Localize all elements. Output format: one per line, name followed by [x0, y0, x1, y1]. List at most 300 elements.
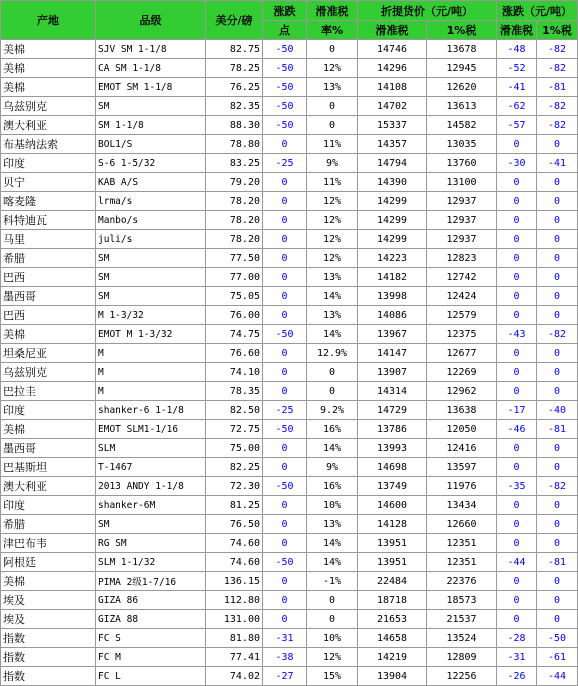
cell-grade: M: [96, 382, 206, 401]
cell-converted-slide: 13904: [358, 667, 427, 686]
table-body: [1, 40, 578, 686]
cell-converted-1pct: 12937: [427, 192, 497, 211]
cell-price: 78.80: [206, 135, 263, 154]
cell-converted-1pct: 12937: [427, 211, 497, 230]
cell-change-slide: 0: [497, 192, 537, 211]
cell-tariff-rate: 12%: [307, 230, 358, 249]
cell-grade: SM: [96, 249, 206, 268]
cell-tariff-rate: 13%: [307, 268, 358, 287]
cell-change-1pct: 0: [537, 439, 578, 458]
cell-change-slide: 0: [497, 439, 537, 458]
cell-grade: Manbo/s: [96, 211, 206, 230]
cell-price: 74.02: [206, 667, 263, 686]
table-row: [1, 648, 578, 667]
cell-change-slide: -28: [497, 629, 537, 648]
cell-origin: 指数: [1, 648, 96, 667]
cell-change-slide: 0: [497, 591, 537, 610]
cell-change-slide: 0: [497, 230, 537, 249]
cell-change-slide: 0: [497, 287, 537, 306]
cell-change-1pct: -82: [537, 325, 578, 344]
cell-converted-1pct: 12424: [427, 287, 497, 306]
cell-change-1pct: -81: [537, 420, 578, 439]
cell-price: 74.60: [206, 534, 263, 553]
cell-change: 0: [263, 211, 307, 230]
cell-tariff-rate: 13%: [307, 515, 358, 534]
cell-change-1pct: -41: [537, 154, 578, 173]
table-row: [1, 496, 578, 515]
cell-change-slide: -44: [497, 553, 537, 572]
cell-converted-1pct: 18573: [427, 591, 497, 610]
cell-grade: shanker-6 1-1/8: [96, 401, 206, 420]
table-row: [1, 401, 578, 420]
cell-change-slide: 0: [497, 534, 537, 553]
cell-change-slide: 0: [497, 268, 537, 287]
cell-grade: GIZA 86: [96, 591, 206, 610]
cell-converted-1pct: 12351: [427, 534, 497, 553]
table-row: [1, 40, 578, 59]
cell-change: 0: [263, 363, 307, 382]
cell-change: 0: [263, 610, 307, 629]
cell-origin: 坦桑尼亚: [1, 344, 96, 363]
cell-price: 75.05: [206, 287, 263, 306]
cell-change: -25: [263, 401, 307, 420]
header-change-unit: 点: [263, 21, 307, 40]
cell-converted-1pct: 12823: [427, 249, 497, 268]
table-row: [1, 230, 578, 249]
cell-origin: 巴基斯坦: [1, 458, 96, 477]
cell-price: 78.20: [206, 230, 263, 249]
header-converted-1pct: 1%税: [427, 21, 497, 40]
cell-change-1pct: 0: [537, 363, 578, 382]
cell-origin: 希腊: [1, 249, 96, 268]
cell-change-1pct: 0: [537, 382, 578, 401]
cell-converted-slide: 21653: [358, 610, 427, 629]
cell-grade: SM: [96, 287, 206, 306]
cell-price: 74.60: [206, 553, 263, 572]
cell-change-slide: 0: [497, 458, 537, 477]
cell-change: 0: [263, 458, 307, 477]
cell-origin: 乌兹别克: [1, 363, 96, 382]
cell-price: 82.50: [206, 401, 263, 420]
cell-change: 0: [263, 515, 307, 534]
cell-change-1pct: 0: [537, 249, 578, 268]
cell-change: 0: [263, 173, 307, 192]
cell-change-1pct: -81: [537, 78, 578, 97]
cell-grade: FC L: [96, 667, 206, 686]
cell-grade: SM: [96, 268, 206, 287]
cell-tariff-rate: 0: [307, 591, 358, 610]
cell-change-1pct: -44: [537, 667, 578, 686]
cell-grade: FC S: [96, 629, 206, 648]
header-grade: 品级: [96, 1, 206, 40]
cell-change: 0: [263, 496, 307, 515]
cell-tariff-rate: 12%: [307, 59, 358, 78]
cell-change-1pct: -40: [537, 401, 578, 420]
cell-price: 77.50: [206, 249, 263, 268]
cell-change: 0: [263, 572, 307, 591]
cell-converted-slide: 14296: [358, 59, 427, 78]
cell-grade: M: [96, 363, 206, 382]
cell-price: 88.30: [206, 116, 263, 135]
cell-converted-slide: 13749: [358, 477, 427, 496]
cell-change-slide: -46: [497, 420, 537, 439]
cell-change: -38: [263, 648, 307, 667]
cell-change-slide: 0: [497, 249, 537, 268]
cell-converted-slide: 15337: [358, 116, 427, 135]
cell-tariff-rate: 10%: [307, 496, 358, 515]
cell-change: -31: [263, 629, 307, 648]
cell-converted-1pct: 13613: [427, 97, 497, 116]
cell-change: 0: [263, 287, 307, 306]
cell-change: -27: [263, 667, 307, 686]
cell-converted-slide: 14299: [358, 211, 427, 230]
cell-price: 82.75: [206, 40, 263, 59]
cell-tariff-rate: 16%: [307, 420, 358, 439]
cell-tariff-rate: 9%: [307, 458, 358, 477]
table-row: [1, 477, 578, 496]
table-row: [1, 192, 578, 211]
cell-converted-1pct: 21537: [427, 610, 497, 629]
cell-change-1pct: 0: [537, 610, 578, 629]
cell-grade: SLM: [96, 439, 206, 458]
cell-origin: 喀麦隆: [1, 192, 96, 211]
cell-converted-slide: 14658: [358, 629, 427, 648]
cell-converted-slide: 14299: [358, 192, 427, 211]
cell-change-slide: 0: [497, 496, 537, 515]
header-change-slide: 滑准税: [497, 21, 537, 40]
cell-tariff-rate: 12%: [307, 648, 358, 667]
cell-grade: M 1-3/32: [96, 306, 206, 325]
cell-converted-1pct: 12050: [427, 420, 497, 439]
cell-converted-1pct: 12351: [427, 553, 497, 572]
cell-tariff-rate: 14%: [307, 553, 358, 572]
cell-converted-1pct: 12937: [427, 230, 497, 249]
cell-origin: 印度: [1, 401, 96, 420]
cell-change-1pct: -61: [537, 648, 578, 667]
cell-change-1pct: -82: [537, 116, 578, 135]
cell-change-slide: 0: [497, 135, 537, 154]
cell-change-1pct: 0: [537, 591, 578, 610]
cell-change-1pct: -50: [537, 629, 578, 648]
cell-converted-slide: 14698: [358, 458, 427, 477]
table-row: [1, 97, 578, 116]
cell-origin: 埃及: [1, 610, 96, 629]
cell-converted-slide: 22484: [358, 572, 427, 591]
cell-grade: SM: [96, 97, 206, 116]
cell-grade: BOL1/S: [96, 135, 206, 154]
cell-origin: 马里: [1, 230, 96, 249]
cell-change-slide: -30: [497, 154, 537, 173]
cell-grade: GIZA 88: [96, 610, 206, 629]
table-row: [1, 591, 578, 610]
cell-origin: 巴西: [1, 268, 96, 287]
cell-grade: SM 1-1/8: [96, 116, 206, 135]
cell-origin: 乌兹别克: [1, 97, 96, 116]
cell-grade: S-6 1-5/32: [96, 154, 206, 173]
cell-grade: SM: [96, 515, 206, 534]
table-row: [1, 287, 578, 306]
cell-change-slide: 0: [497, 363, 537, 382]
cell-converted-1pct: 13678: [427, 40, 497, 59]
cell-origin: 津巴布韦: [1, 534, 96, 553]
cell-change-slide: 0: [497, 610, 537, 629]
table-row: [1, 420, 578, 439]
cell-origin: 美棉: [1, 572, 96, 591]
cell-origin: 希腊: [1, 515, 96, 534]
cell-change-slide: 0: [497, 515, 537, 534]
cell-converted-1pct: 12416: [427, 439, 497, 458]
cell-change: -50: [263, 420, 307, 439]
cell-converted-slide: 14600: [358, 496, 427, 515]
cell-change: 0: [263, 439, 307, 458]
cell-grade: KAB A/S: [96, 173, 206, 192]
cell-tariff-rate: 10%: [307, 629, 358, 648]
cell-converted-slide: 13951: [358, 553, 427, 572]
cell-converted-slide: 13998: [358, 287, 427, 306]
cell-tariff-rate: 13%: [307, 306, 358, 325]
cell-converted-slide: 14086: [358, 306, 427, 325]
cell-converted-1pct: 12579: [427, 306, 497, 325]
cell-change-slide: -48: [497, 40, 537, 59]
cell-tariff-rate: 12%: [307, 192, 358, 211]
cell-change-slide: 0: [497, 306, 537, 325]
cell-origin: 指数: [1, 667, 96, 686]
cell-change-1pct: 0: [537, 496, 578, 515]
cell-tariff-rate: 11%: [307, 173, 358, 192]
cell-origin: 澳大利亚: [1, 477, 96, 496]
cell-tariff-rate: 15%: [307, 667, 358, 686]
cell-converted-slide: 14223: [358, 249, 427, 268]
table-row: [1, 553, 578, 572]
cell-price: 78.20: [206, 211, 263, 230]
cell-price: 74.75: [206, 325, 263, 344]
cell-change: 0: [263, 382, 307, 401]
cell-origin: 美棉: [1, 325, 96, 344]
cell-origin: 墨西哥: [1, 439, 96, 458]
cell-price: 78.25: [206, 59, 263, 78]
cell-change-1pct: 0: [537, 306, 578, 325]
cell-grade: CA SM 1-1/8: [96, 59, 206, 78]
cell-price: 72.75: [206, 420, 263, 439]
header-change-price: 涨跌（元/吨）: [497, 1, 578, 21]
header-origin: 产地: [1, 1, 96, 40]
cell-change: -50: [263, 116, 307, 135]
header-converted-price: 折提货价（元/吨）: [358, 1, 497, 21]
table-row: [1, 78, 578, 97]
cell-origin: 澳大利亚: [1, 116, 96, 135]
cell-tariff-rate: 0: [307, 363, 358, 382]
cell-price: 112.80: [206, 591, 263, 610]
cell-converted-1pct: 12677: [427, 344, 497, 363]
cell-price: 76.50: [206, 515, 263, 534]
table-row: [1, 173, 578, 192]
cell-converted-slide: 14702: [358, 97, 427, 116]
cell-origin: 巴拉圭: [1, 382, 96, 401]
cell-change: -25: [263, 154, 307, 173]
cell-converted-slide: 14128: [358, 515, 427, 534]
table-row: [1, 439, 578, 458]
cell-price: 131.00: [206, 610, 263, 629]
cell-grade: SLM 1-1/32: [96, 553, 206, 572]
cell-price: 72.30: [206, 477, 263, 496]
table-row: [1, 382, 578, 401]
table-row: [1, 629, 578, 648]
cell-grade: shanker-6M: [96, 496, 206, 515]
cell-change: 0: [263, 534, 307, 553]
cell-converted-slide: 13967: [358, 325, 427, 344]
cell-price: 75.00: [206, 439, 263, 458]
cell-converted-1pct: 13434: [427, 496, 497, 515]
cell-origin: 科特迪瓦: [1, 211, 96, 230]
cell-change-1pct: 0: [537, 572, 578, 591]
cell-price: 74.10: [206, 363, 263, 382]
cell-change-slide: 0: [497, 382, 537, 401]
cell-converted-1pct: 11976: [427, 477, 497, 496]
cell-converted-1pct: 12375: [427, 325, 497, 344]
cell-origin: 墨西哥: [1, 287, 96, 306]
cell-price: 76.25: [206, 78, 263, 97]
cell-price: 81.80: [206, 629, 263, 648]
cell-price: 82.25: [206, 458, 263, 477]
cell-change: 0: [263, 344, 307, 363]
cell-change-1pct: 0: [537, 230, 578, 249]
cell-grade: FC M: [96, 648, 206, 667]
cell-tariff-rate: 14%: [307, 534, 358, 553]
cell-price: 82.35: [206, 97, 263, 116]
table-row: [1, 154, 578, 173]
cell-change: 0: [263, 268, 307, 287]
table-row: [1, 325, 578, 344]
cell-change: 0: [263, 249, 307, 268]
cell-change-slide: -43: [497, 325, 537, 344]
cell-change-slide: -17: [497, 401, 537, 420]
cell-converted-slide: 14794: [358, 154, 427, 173]
table-row: [1, 268, 578, 287]
cell-tariff-rate: 11%: [307, 135, 358, 154]
cell-converted-slide: 14147: [358, 344, 427, 363]
header-usd-per-lb: 美分/磅: [206, 1, 263, 40]
cell-grade: 2013 ANDY 1-1/8: [96, 477, 206, 496]
cell-converted-slide: 14357: [358, 135, 427, 154]
cell-change-1pct: -81: [537, 553, 578, 572]
cell-origin: 贝宁: [1, 173, 96, 192]
cell-tariff-rate: 14%: [307, 439, 358, 458]
cell-price: 136.15: [206, 572, 263, 591]
cell-tariff-rate: 13%: [307, 78, 358, 97]
cell-origin: 美棉: [1, 40, 96, 59]
cell-origin: 指数: [1, 629, 96, 648]
cell-price: 76.00: [206, 306, 263, 325]
cell-change-1pct: 0: [537, 211, 578, 230]
table-row: [1, 515, 578, 534]
table-row: [1, 249, 578, 268]
table-row: [1, 572, 578, 591]
cell-price: 77.41: [206, 648, 263, 667]
table-row: [1, 363, 578, 382]
header-converted-slide: 滑准税: [358, 21, 427, 40]
cell-converted-1pct: 12945: [427, 59, 497, 78]
cell-converted-1pct: 13100: [427, 173, 497, 192]
cell-origin: 巴西: [1, 306, 96, 325]
header-change-1pct: 1%税: [537, 21, 578, 40]
cell-converted-1pct: 13597: [427, 458, 497, 477]
cell-price: 76.60: [206, 344, 263, 363]
cell-tariff-rate: 14%: [307, 325, 358, 344]
cell-change: 0: [263, 230, 307, 249]
table-row: [1, 667, 578, 686]
cell-change-slide: -41: [497, 78, 537, 97]
cell-converted-slide: 14299: [358, 230, 427, 249]
cell-converted-1pct: 12962: [427, 382, 497, 401]
cell-converted-1pct: 12742: [427, 268, 497, 287]
table-row: [1, 135, 578, 154]
cell-grade: EMOT SM 1-1/8: [96, 78, 206, 97]
cell-tariff-rate: 0: [307, 610, 358, 629]
cell-tariff-rate: 14%: [307, 287, 358, 306]
cell-price: 81.25: [206, 496, 263, 515]
cell-converted-1pct: 12620: [427, 78, 497, 97]
cell-converted-slide: 14219: [358, 648, 427, 667]
cell-converted-1pct: 12256: [427, 667, 497, 686]
table-row: [1, 59, 578, 78]
table-row: [1, 116, 578, 135]
cell-tariff-rate: 0: [307, 97, 358, 116]
cell-converted-slide: 14314: [358, 382, 427, 401]
cell-converted-slide: 14390: [358, 173, 427, 192]
cell-tariff-rate: 12%: [307, 249, 358, 268]
cell-change: -50: [263, 78, 307, 97]
header-tariff: 滑准税: [307, 1, 358, 21]
cell-change-1pct: -82: [537, 97, 578, 116]
cell-tariff-rate: 9%: [307, 154, 358, 173]
cell-converted-1pct: 12809: [427, 648, 497, 667]
cell-change-1pct: 0: [537, 534, 578, 553]
table-row: [1, 458, 578, 477]
cell-grade: RG SM: [96, 534, 206, 553]
cell-grade: EMOT SLM1-1/16: [96, 420, 206, 439]
cell-change-slide: -57: [497, 116, 537, 135]
cell-grade: T-1467: [96, 458, 206, 477]
header-change: 涨跌: [263, 1, 307, 21]
cell-origin: 美棉: [1, 78, 96, 97]
cell-converted-slide: 14729: [358, 401, 427, 420]
cell-change: -50: [263, 59, 307, 78]
cell-grade: juli/s: [96, 230, 206, 249]
cell-converted-1pct: 13760: [427, 154, 497, 173]
cell-origin: 印度: [1, 154, 96, 173]
cell-change-slide: -52: [497, 59, 537, 78]
cell-origin: 阿根廷: [1, 553, 96, 572]
cell-change: 0: [263, 591, 307, 610]
cell-origin: 布基纳法索: [1, 135, 96, 154]
cell-change: 0: [263, 192, 307, 211]
cell-change-slide: 0: [497, 211, 537, 230]
cell-price: 79.20: [206, 173, 263, 192]
cell-price: 78.35: [206, 382, 263, 401]
cell-converted-1pct: 13524: [427, 629, 497, 648]
cell-change-slide: -35: [497, 477, 537, 496]
cell-change: -50: [263, 477, 307, 496]
cell-converted-slide: 13951: [358, 534, 427, 553]
cell-converted-slide: 14746: [358, 40, 427, 59]
table-row: [1, 534, 578, 553]
cell-converted-slide: 14182: [358, 268, 427, 287]
cell-converted-slide: 13786: [358, 420, 427, 439]
cell-converted-1pct: 13638: [427, 401, 497, 420]
cell-change-slide: -31: [497, 648, 537, 667]
cell-change-slide: 0: [497, 344, 537, 363]
cell-change: 0: [263, 135, 307, 154]
